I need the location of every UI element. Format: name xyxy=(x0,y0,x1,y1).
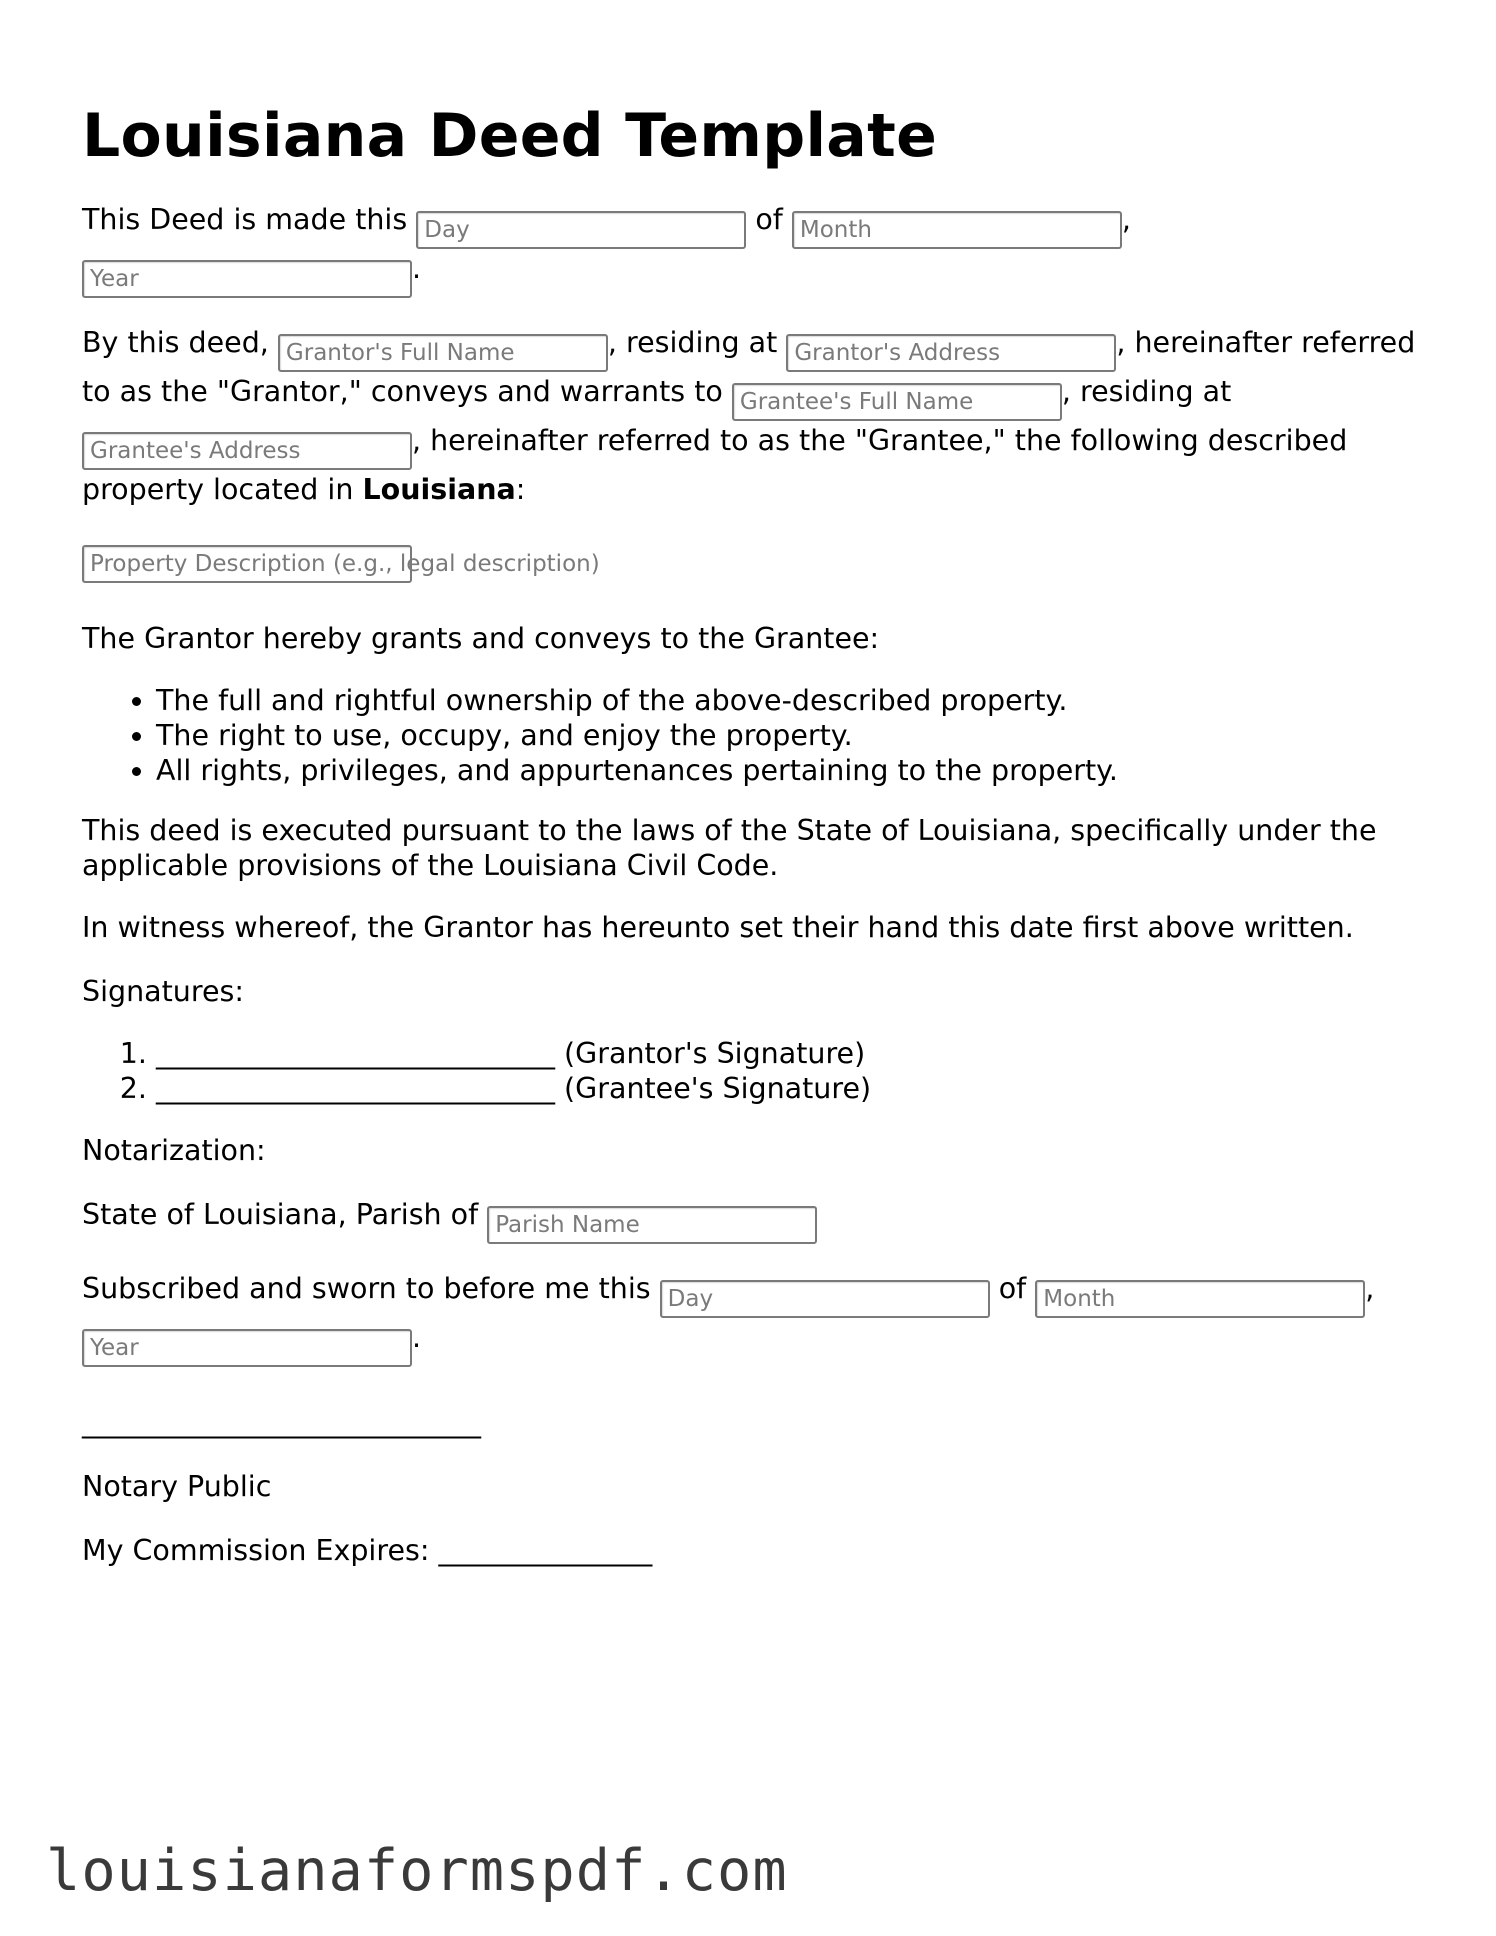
parties-text-4: , residing at xyxy=(1061,375,1232,408)
parish-text: State of Louisiana, Parish of xyxy=(82,1198,479,1231)
intro-text: This Deed is made this xyxy=(82,203,408,236)
state-name: Louisiana xyxy=(362,473,516,506)
sworn-day-input[interactable]: Day xyxy=(660,1280,990,1318)
sworn-period: . xyxy=(412,1321,422,1354)
grantee-signature-line: 2. ____________________________ (Grantee's Signature) xyxy=(156,1071,1422,1106)
grantor-address-input[interactable]: Grantor's Address xyxy=(786,334,1116,372)
commission-expires: My Commission Expires: _______________ xyxy=(82,1534,653,1567)
grantee-name-input[interactable]: Grantee's Full Name xyxy=(732,383,1062,421)
deed-year-input[interactable]: Year xyxy=(82,260,412,298)
intro-of-text: of xyxy=(755,203,783,236)
grant-item: • The full and rightful ownership of the above-described property. xyxy=(156,683,1422,718)
sworn-month-input[interactable]: Month xyxy=(1035,1280,1365,1318)
site-watermark: louisianaformspdf.com xyxy=(46,1838,788,1904)
grantor-signature-line: 1. ____________________________ (Grantor's Signature) xyxy=(156,1036,1422,1071)
sworn-of-text: of xyxy=(998,1272,1027,1305)
sworn-comma: , xyxy=(1365,1272,1375,1305)
grant-item: • The right to use, occupy, and enjoy the property. xyxy=(156,718,1422,753)
sworn-text: Subscribed and sworn to before me this xyxy=(82,1272,651,1305)
parties-text-3: , hereinafter referred to as the "Grantor," conveys and warrants to xyxy=(82,326,1416,408)
sworn-paragraph xyxy=(82,1269,1422,1367)
notary-signature-line: ____________________________ xyxy=(82,1406,481,1439)
grantee-address-input[interactable]: Grantee's Address xyxy=(82,432,412,470)
intro-paragraph xyxy=(82,200,1422,298)
deed-document xyxy=(82,100,1422,1595)
grantor-name-input[interactable]: Grantor's Full Name xyxy=(278,334,608,372)
intro-period: . xyxy=(412,252,422,285)
grants-list xyxy=(82,683,1422,788)
property-description-input[interactable]: Property Description (e.g., legal description) xyxy=(82,545,412,583)
deed-day-input[interactable]: Day xyxy=(416,211,746,249)
signatures-list xyxy=(82,1036,1422,1106)
notary-public-label: Notary Public xyxy=(82,1470,272,1503)
grants-intro: The Grantor hereby grants and conveys to the Grantee: xyxy=(82,622,880,655)
parties-text-1: By this deed, xyxy=(82,326,269,359)
intro-comma: , xyxy=(1121,203,1131,236)
parish-paragraph xyxy=(82,1195,1422,1244)
sworn-year-input[interactable]: Year xyxy=(82,1329,412,1367)
deed-month-input[interactable]: Month xyxy=(792,211,1122,249)
parish-name-input[interactable]: Parish Name xyxy=(487,1206,817,1244)
parties-colon: : xyxy=(515,473,526,506)
signatures-label: Signatures: xyxy=(82,975,244,1008)
parties-text-5: , hereinafter referred to as the "Grantee," the following described property located in xyxy=(82,424,1348,506)
notarization-label: Notarization: xyxy=(82,1134,266,1167)
grant-item: • All rights, privileges, and appurtenances pertaining to the property. xyxy=(156,753,1422,788)
parties-paragraph xyxy=(82,323,1422,509)
property-description-row xyxy=(82,534,1422,583)
parties-text-2: , residing at xyxy=(607,326,778,359)
page-title: Louisiana Deed Template xyxy=(82,101,938,171)
witness-paragraph: In witness whereof, the Grantor has hereunto set their hand this date first above written. xyxy=(82,911,1354,944)
law-paragraph: This deed is executed pursuant to the laws of the State of Louisiana, specifically under the applicable provisions of the Louisiana Civil Code. xyxy=(82,814,1377,882)
